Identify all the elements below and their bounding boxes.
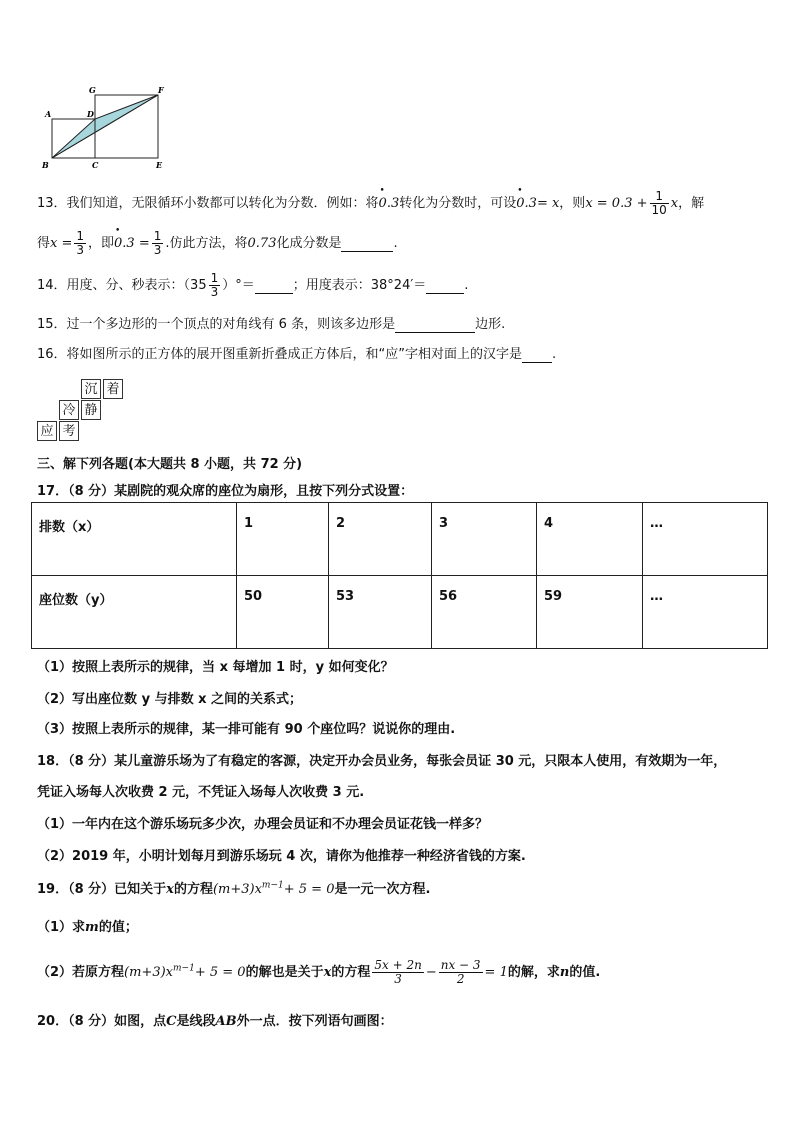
q19-p2-a: （2）若原方程 [37,965,125,980]
answer-blank-14a[interactable] [255,278,293,294]
q14-text-d: . [464,278,469,293]
label-g: G [89,85,96,95]
label-e: E [156,160,163,170]
var-x: x [323,965,332,980]
q17-part2: （2）写出座位数 y 与排数 x 之间的关系式； [37,692,303,707]
net-cell: 沉 [81,379,101,399]
q17-title: 17．（8 分）某剧院的观众席的座位为扇形，且按下列分式设置： [37,484,414,499]
q18-line1: 18．（8 分）某儿童游乐场为了有稳定的客源，决定开办会员业务，每张会员证 30 元，只限本人使用，有效期为一年， [37,754,727,769]
q14-line [37,272,468,299]
q13-x2: x = [50,236,73,251]
table-cell: 3 [432,503,537,576]
q13-text-b: 转化为分数时，可设 [399,196,517,211]
repeating-decimal-1: • 0.3 [379,196,400,211]
equation-lhs: (m+3)x [212,882,262,897]
q19-p1-a: （1）求 [37,920,86,935]
exponent: m−1 [261,880,284,891]
point-c: C [166,1014,177,1029]
q18-part1: （1）一年内在这个游乐场玩多少次，办理会员证和不办理会员证花钱一样多？ [37,817,489,832]
q19-part2 [37,959,600,986]
q19-line [37,878,430,897]
q18-part2: （2）2019 年，小明计划每月到游乐场玩 4 次，请你为他推荐一种经济省钱的方案. [37,849,526,864]
q15-text-a: 15．过一个多边形的一个顶点的对角线有 6 条，则该多边形是 [37,317,396,332]
q17-part3: （3）按照上表所示的规律，某一排可能有 90 个座位吗？说说你的理由. [37,722,456,737]
fraction-1-10: $\frac{1}{10}$ [651,189,667,217]
q19-p2-c: 的方程 [331,965,371,980]
q20-line [37,1010,393,1029]
var-m: m [85,920,99,935]
seat-table [31,502,768,649]
q13-x: x [670,196,679,211]
q19-text-c: 是一元一次方程. [334,882,431,897]
net-cell: 静 [81,400,101,420]
q13-text-e: 得 [37,236,51,251]
geometry-figure [38,84,173,170]
answer-blank-16[interactable] [522,347,552,363]
table-cell: 4 [537,503,643,576]
q17-part1: （1）按照上表所示的规律，当 x 每增加 1 时，y 如何变化？ [37,660,394,675]
q13-xeq: x = 0.3 + [585,196,648,211]
q20-text-b: 是线段 [176,1014,216,1029]
label-b: B [42,160,49,170]
exponent: m−1 [173,963,195,974]
repeating-decimal-3: • 0.3 = [114,236,150,251]
q20-text-a: 20．（8 分）如图，点 [37,1014,167,1029]
var-x: x [166,882,174,897]
section-3-heading: 三、解下列各题(本大题共 8 小题，共 72 分) [37,457,303,472]
table-cell: 2 [329,503,432,576]
minus-sign: − [425,965,437,980]
table-cell: … [643,576,768,649]
net-cell: 考 [59,421,79,441]
q14-text-b: ）°＝ [222,278,255,293]
table-cell: 1 [237,503,329,576]
label-d: D [87,109,94,119]
q13-text-f: ，即 [88,236,115,251]
label-a: A [45,109,52,119]
q20-text-c: 外一点．按下列语句画图： [236,1014,393,1029]
fraction-1-3-c: $\frac{1}{3}$ [210,271,219,299]
segment-ab: AB [215,1014,237,1029]
table-cell: 排数（x） [32,503,237,576]
q19-p2-e: 的值. [569,965,601,980]
q16-text-b: . [552,347,557,362]
table-row [32,503,768,576]
table-row [32,576,768,649]
repeating-decimal-2: • 0.3 [516,196,537,211]
q18-line2: 凭证入场每人次收费 2 元，不凭证入场每人次收费 3 元. [37,785,365,800]
q19-part1 [37,916,138,935]
q13-text-g: .仿此方法，将 [165,236,248,251]
table-cell: … [643,503,768,576]
q13-text-d: ，解 [678,196,705,211]
q14-text-c: ；用度表示：38°24′＝ [292,278,427,293]
q13-eqx: = x [536,196,560,211]
q13-text-c: ，则 [559,196,586,211]
table-cell: 座位数（y） [32,576,237,649]
q15-line [37,313,505,333]
fraction-5x-2n: $\frac{5x + 2n}{3}$ [374,958,422,986]
answer-blank-14b[interactable] [426,278,464,294]
fraction-nx-3: $\frac{nx - 3}{2}$ [440,958,481,986]
table-cell: 53 [329,576,432,649]
q14-text-a: 14．用度、分、秒表示：（35 [37,278,207,293]
segment-bf [52,95,158,158]
q13-line1 [37,190,704,217]
q19-p2-b: 的解也是关于 [245,965,324,980]
q13-text-a: 13．我们知道，无限循环小数都可以转化为分数．例如：将 [37,196,379,211]
equation-rhs: + 5 = 0 [194,965,246,980]
q13-line2 [37,230,398,257]
label-c: C [92,160,99,170]
q13-end: . [393,236,398,251]
label-f: F [158,85,164,95]
table-cell: 50 [237,576,329,649]
q19-p1-b: 的值； [98,920,138,935]
answer-blank-13[interactable] [341,236,393,252]
equals-one: = 1 [484,965,508,980]
fraction-1-3-a: $\frac{1}{3}$ [76,229,85,257]
q15-text-b: 边形. [475,317,506,332]
equation-lhs: (m+3)x [124,965,174,980]
repeating-decimal-4: 0.73 [247,236,277,251]
table-cell: 59 [537,576,643,649]
q19-text-a: 19．（8 分）已知关于 [37,882,167,897]
q16-line [37,343,556,363]
equation-rhs: + 5 = 0 [283,882,335,897]
q13-text-h: 化成分数是 [276,236,342,251]
q16-text-a: 16．将如图所示的正方体的展开图重新折叠成正方体后，和“应”字相对面上的汉字是 [37,347,523,362]
net-cell: 应 [37,421,57,441]
net-cell: 着 [103,379,123,399]
answer-blank-15[interactable] [395,317,475,333]
var-n: n [559,965,570,980]
fraction-1-3-b: $\frac{1}{3}$ [153,229,162,257]
q19-p2-d: 的解，求 [507,965,560,980]
table-cell: 56 [432,576,537,649]
net-cell: 冷 [59,400,79,420]
q19-text-b: 的方程 [173,882,213,897]
